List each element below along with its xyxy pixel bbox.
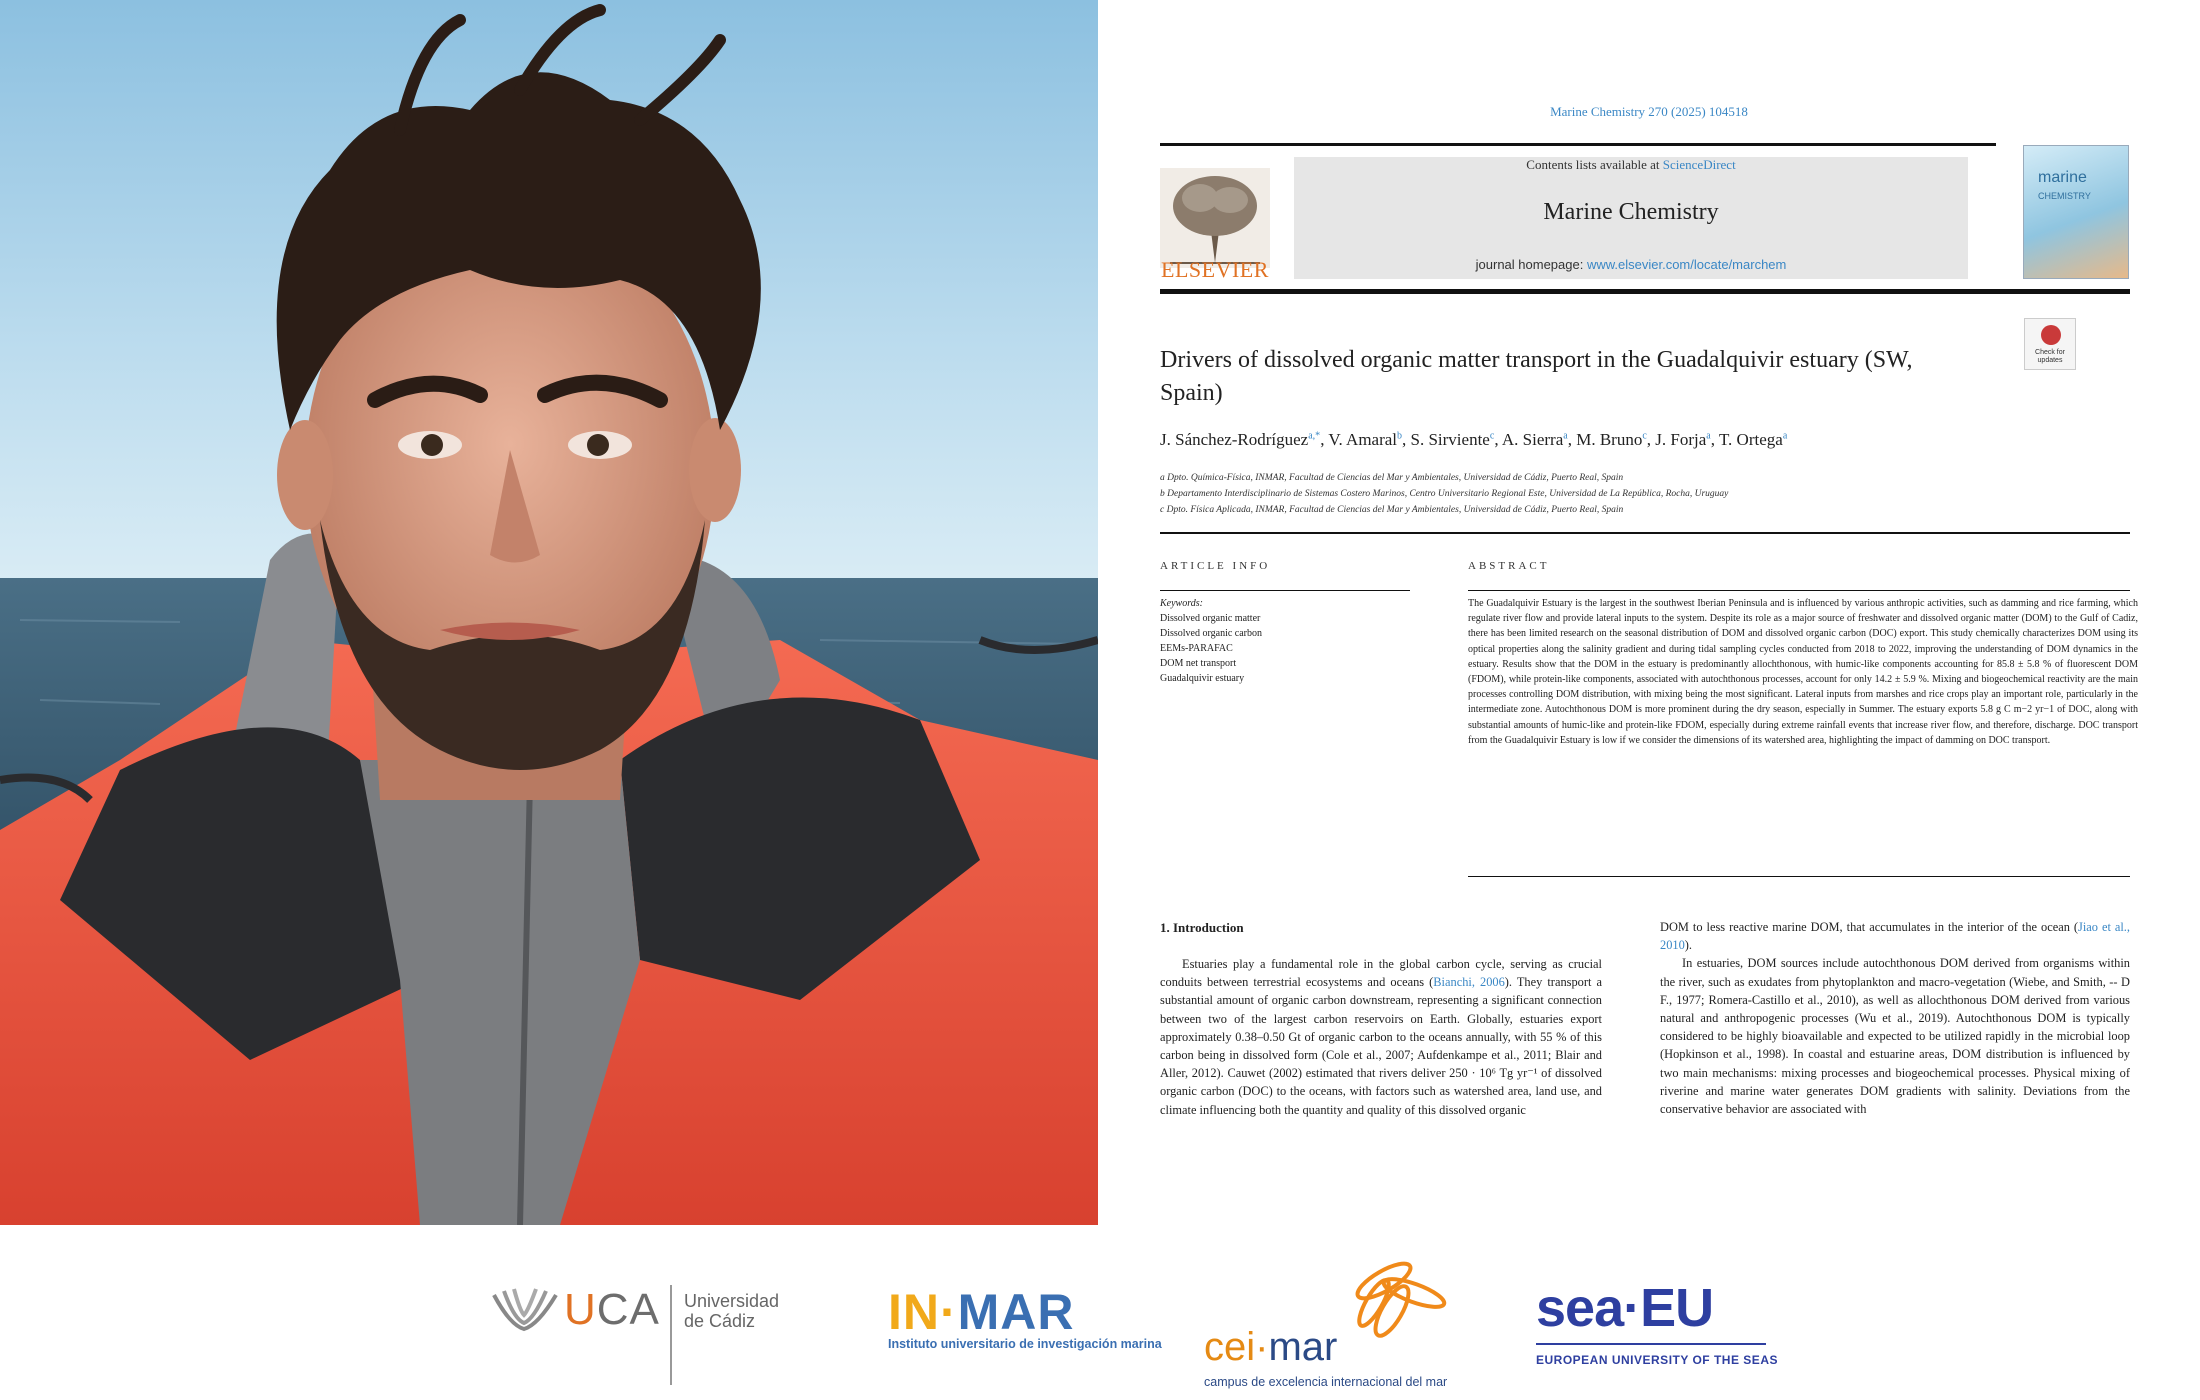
keywords-label: Keywords:: [1160, 598, 1203, 609]
article-info-label: ARTICLE INFO: [1160, 560, 1271, 572]
author-separator: ,: [1320, 430, 1329, 449]
journal-reference[interactable]: Marine Chemistry 270 (2025) 104518: [1550, 104, 1748, 119]
header-rule-top: [1160, 143, 1996, 146]
author-list: [1160, 430, 2080, 450]
sea-eu-underline: [1536, 1343, 1766, 1345]
journal-header-box: [1294, 157, 1968, 279]
pupil-right: [587, 434, 609, 456]
uca-divider: [670, 1285, 672, 1385]
author-name[interactable]: M. Bruno: [1576, 430, 1643, 449]
header-rule-bottom: [1160, 289, 2130, 294]
author-separator: ,: [1494, 430, 1502, 449]
author-name[interactable]: J. Forja: [1655, 430, 1707, 449]
ear-right: [689, 418, 741, 522]
author-separator: ,: [1402, 430, 1411, 449]
author-affiliation-marker[interactable]: a: [1706, 430, 1711, 442]
intro-heading: 1. Introduction: [1160, 920, 1244, 935]
keyword: DOM net transport: [1160, 658, 1237, 669]
affiliation-c: c Dpto. Física Aplicada, INMAR, Facultad de Ciencias del Mar y Ambientales, Universidad de Cádiz, Puerto Real, Spain: [1160, 505, 1624, 515]
intro-left-text-cont: ). They transport a substantial amount of organic carbon downstream, representing a significant connection between two of the largest carbon reservoirs on Earth. Globally, estuaries export approximately 0.38–0.50 Gt of organic carbon to the oceans annually, with 55 % of this carbon being in dissolved form (Cole et al., 2007; Aufdenkampe et al., 2011; Blair and Aller, 2012). Cauwet (2002) estimated that rivers deliver 250 · 10⁶ Tg yr⁻¹ of dissolved organic carbon (DOC) to the oceans, with factors such as watershed area, land use, and climate influencing both the quantity and quality of this dissolved organic: [1160, 975, 1602, 1117]
inmar-logo[interactable]: [888, 1283, 1162, 1351]
intro-left-text: Estuaries play a fundamental role in the global carbon cycle, serving as crucial conduits between terrestrial ecosystems and oceans (: [1160, 957, 1602, 990]
author-affiliation-marker[interactable]: a: [1563, 430, 1568, 442]
citation-link[interactable]: Bianchi, 2006: [1433, 975, 1505, 990]
pupil-left: [421, 434, 443, 456]
abstract-sub-rule: [1468, 590, 2130, 591]
sea-dot: ·: [1623, 1278, 1641, 1338]
info-sub-rule: [1160, 590, 1410, 591]
author-name[interactable]: A. Sierra: [1501, 430, 1564, 449]
inmar-mar: MAR: [957, 1284, 1075, 1340]
ear-left: [277, 420, 333, 530]
author-name[interactable]: J. Sánchez-Rodríguez: [1160, 430, 1309, 449]
sea-eu-subtitle: EUROPEAN UNIVERSITY OF THE SEAS: [1536, 1353, 1778, 1367]
check-updates-icon: [2041, 325, 2061, 345]
author-name[interactable]: V. Amaral: [1328, 430, 1398, 449]
intro-right-text-1-end: ).: [1684, 938, 1693, 953]
paper-first-page: [1098, 0, 2200, 1225]
cover-title-2: CHEMISTRY: [2038, 191, 2091, 201]
homepage-prefix: journal homepage:: [1475, 257, 1587, 272]
author-separator: ,: [1646, 430, 1656, 449]
author-affiliation-marker[interactable]: c: [1489, 430, 1495, 442]
author-affiliation-marker[interactable]: a: [1782, 430, 1788, 442]
author-separator: ,: [1710, 430, 1719, 449]
intro-right-paragraph-2: In estuaries, DOM sources include autochthonous DOM derived from organisms within the river, such as exudates from phytoplankton and macro-vegetation (Wiebe, and Smith, -- D F., 1977; Romera-Castillo et al., 2010), as well as allochthonous DOM derived from various natural and anthropogenic processes (Wu et al., 2019). Autochthonous DOM is typically considered to be highly bioavailable and expected to be utilized rapidly in the microbial loop (Hopkinson et al., 1998). In coastal and estuarine areas, DOM distribution is influenced by two main mechanisms: mixing processes and biogeochemical processes. Physical mixing of riverine and marine water generates DOM gradients with salinity. Deviations from the conservative behavior are associated with: [1660, 956, 2130, 1117]
keyword: EEMs-PARAFAC: [1160, 643, 1233, 654]
keywords-block: [1160, 596, 1410, 686]
author-affiliation-marker[interactable]: a,*: [1308, 430, 1321, 442]
cover-title-1: marine: [2038, 169, 2087, 186]
uca-ca: CA: [596, 1285, 660, 1334]
inmar-in: IN: [888, 1284, 940, 1340]
abstract-label: ABSTRACT: [1468, 560, 1550, 572]
portrait-photo: [0, 0, 1098, 1225]
cei-text: cei: [1204, 1325, 1256, 1369]
mar-text: mar: [1268, 1325, 1338, 1369]
homepage-link[interactable]: www.elsevier.com/locate/marchem: [1586, 257, 1787, 272]
portrait-illustration: [0, 0, 1098, 1225]
keyword: Dissolved organic carbon: [1160, 628, 1263, 639]
eu-text: EU: [1640, 1278, 1714, 1338]
affiliation-a: a Dpto. Química-Física, INMAR, Facultad de Ciencias del Mar y Ambientales, Universidad de Cádiz, Puerto Real, Spain: [1160, 473, 1624, 483]
journal-cover-thumbnail[interactable]: [2023, 145, 2129, 279]
intro-right-text-1: DOM to less reactive marine DOM, that accumulates in the interior of the ocean (: [1660, 920, 2078, 934]
author-separator: ,: [1567, 430, 1577, 449]
keyword: Guadalquivir estuary: [1160, 673, 1245, 684]
uca-name-line-1: Universidad: [684, 1291, 780, 1311]
abstract-text: The Guadalquivir Estuary is the largest in the southwest Iberian Peninsula and is influenced by various anthropic activities, such as damming and rice farming, which regulate river flow and provide lateral inputs to the system. Despite its role as a major source of freshwater and dissolved organic matter (DOM) to the Gulf of Cadiz, there has been limited research on the seasonal distribution of DOM and dissolved organic carbon (DOC) export. This study chemically characterizes DOM using its optical properties along the salinity gradient and during tidal sampling cycles conducted from 2018 to 2022, improving the understanding of DOM dynamics in the estuary. Results show that the DOM in the estuary is predominantly allochthonous, with humic-like components accounting for 85.8 ± 5.8 % of fluorescent DOM (FDOM), while protein-like components, associated with autochthonous processes, account for only 14.2 ± 5.9 %. Mixing and biogeochemical reactivity are the main processes controlling DOM distribution, with mixing being the most significant. Lateral inputs from marshes and rice crops play an important role, particularly in the intermediate zone. Autochthonous DOM is more prominent during the dry season, especially in Summer. The estuary exports 5.8 g C m−2 yr−1 of DOC, along with substantial amounts of humic-like and protein-like FDOM, especially during extreme rainfall events that increase river flow, and therefore, discharge. DOC transport from the Guadalquivir Estuary is low if we consider the dimensions of its watershed area, highlighting the impact of damming on DOC transport.: [1468, 598, 2138, 746]
intro-column-right: [1660, 918, 2130, 1171]
elsevier-wordmark: ELSEVIER: [1161, 257, 1269, 282]
affiliations: [1160, 470, 2080, 518]
info-rule: [1160, 532, 2130, 534]
abstract-end-rule: [1468, 876, 2130, 877]
check-for-updates-badge[interactable]: [2024, 318, 2076, 370]
ceimar-subtitle: campus de excelencia internacional del mar: [1204, 1375, 1448, 1389]
check-updates-label: Check for updates: [2035, 349, 2065, 364]
article-title: Drivers of dissolved organic matter transport in the Guadalquivir estuary (SW, Spain): [1160, 347, 1913, 406]
inmar-dot: ·: [940, 1284, 958, 1340]
keyword: Dissolved organic matter: [1160, 613, 1261, 624]
citation-link[interactable]: Jiao et al., 2010: [1660, 920, 2130, 953]
contents-prefix: Contents lists available at: [1526, 157, 1663, 172]
sea-eu-logo[interactable]: [1536, 1277, 1778, 1367]
uca-u: U: [564, 1285, 597, 1334]
intro-column-left: [1160, 955, 1602, 1171]
partner-logos-bar: [0, 1225, 2200, 1400]
journal-name: Marine Chemistry: [1543, 199, 1719, 225]
uca-name-line-2: de Cádiz: [684, 1311, 756, 1331]
ceimar-starfish-icon: [1344, 1253, 1454, 1343]
author-name[interactable]: S. Sirviente: [1410, 430, 1490, 449]
author-name[interactable]: T. Ortega: [1718, 430, 1783, 449]
cei-dot: ·: [1255, 1325, 1269, 1369]
affiliation-b: b Departamento Interdisciplinario de Sistemas Costero Marinos, Centro Universitario Regional Este, Universidad de La República, Rocha, Uruguay: [1160, 489, 1729, 499]
sea-text: sea: [1536, 1278, 1624, 1338]
author-affiliation-marker[interactable]: c: [1642, 430, 1647, 442]
author-affiliation-marker[interactable]: b: [1397, 430, 1403, 442]
inmar-subtitle: Instituto universitario de investigación marina: [888, 1337, 1162, 1351]
sciencedirect-link[interactable]: ScienceDirect: [1662, 157, 1736, 172]
uca-emblem-icon: [490, 1285, 560, 1335]
